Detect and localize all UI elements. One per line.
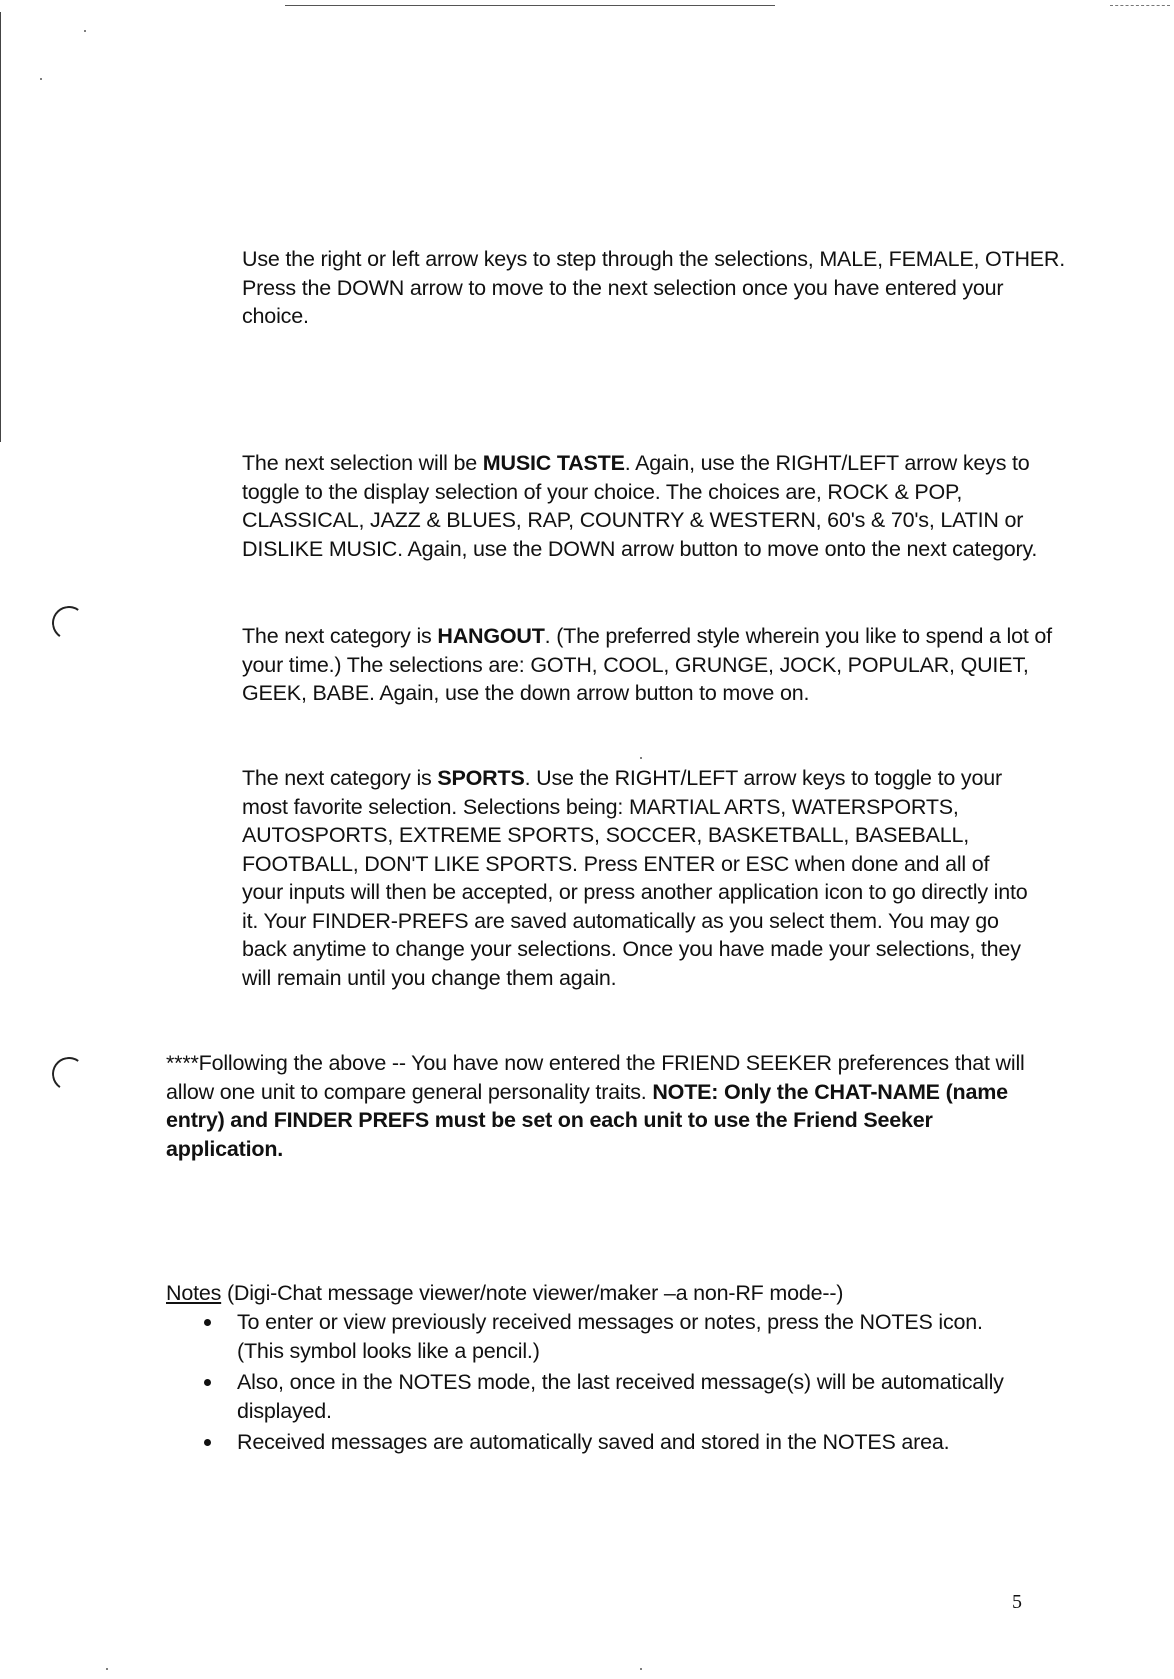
category-hangout: HANGOUT: [437, 624, 545, 648]
note-emphasis: NOTE: Only the CHAT-NAME (name entry) and FINDER PREFS must be set on each unit to use the Friend Seeker application.: [166, 1079, 1008, 1161]
list-item-text: Received messages are automatically saved and stored in the NOTES area.: [237, 1430, 950, 1454]
paragraph-text: The next category is: [242, 624, 438, 648]
notes-subtitle: (Digi-Chat message viewer/note viewer/maker –a non-RF mode--): [221, 1281, 844, 1305]
paragraph-text: The next selection will be: [242, 451, 483, 475]
paragraph-text: The next category is: [242, 766, 438, 790]
bullet-icon: [204, 1319, 211, 1326]
punch-hole-mark: [49, 1054, 88, 1093]
scan-speck: [640, 757, 642, 759]
scan-top-rule: [285, 5, 775, 6]
scan-speck: [106, 1668, 108, 1670]
scan-left-edge: [0, 12, 1, 442]
paragraph-gender-selection: [242, 245, 1072, 331]
paragraph-text: . Use the RIGHT/LEFT arrow keys to toggle to your most favorite selection. Selections being: MARTIAL ARTS, WATERSPORTS, AUTOSPORTS, EXTREME SPORTS, SOCCER, BASKETBALL, BASEBALL, FOOTBALL, DON'T LIKE SPORTS. Press ENTER or ESC when done and all of your inputs will then be accepted, or press another application icon to go directly into it. Your FINDER-PREFS are saved automatically as you select them. You may go back anytime to change your selections. Once you have made your selections, they will remain until you change them again.: [242, 766, 1028, 990]
category-sports: SPORTS: [437, 766, 525, 790]
list-item: [166, 1308, 1026, 1365]
scan-top-rule-right: [1110, 5, 1170, 6]
paragraph-text: ****Following the above -- You have now entered the FRIEND SEEKER preferences that will allow one unit to compare general personality traits.: [166, 1051, 1025, 1104]
page-number: 5: [1012, 1591, 1022, 1613]
list-item-text: Also, once in the NOTES mode, the last received message(s) will be automatically displayed.: [237, 1370, 1004, 1423]
punch-hole-mark: [49, 603, 88, 642]
paragraph-text: Use the right or left arrow keys to step through the selections, MALE, FEMALE, OTHER. Press the DOWN arrow to move to the next selection once you have entered your choice.: [242, 247, 1066, 328]
paragraph-sports: [242, 764, 1032, 992]
list-item: [166, 1368, 1026, 1425]
list-item-text: To enter or view previously received messages or notes, press the NOTES icon. (This symbol looks like a pencil.): [237, 1310, 983, 1363]
category-music-taste: MUSIC TASTE: [482, 451, 625, 475]
paragraph-friend-seeker-note: [166, 1049, 1041, 1163]
bullet-icon: [204, 1439, 211, 1446]
scan-speck: [84, 30, 86, 32]
list-item: [166, 1428, 1026, 1457]
paragraph-text: . (The preferred style wherein you like to spend a lot of your time.) The selections are: GOTH, COOL, GRUNGE, JOCK, POPULAR, QUIET, GEEK, BABE. Again, use the down arrow button to move on.: [242, 624, 1052, 705]
paragraph-text: . Again, use the RIGHT/LEFT arrow keys to toggle to the display selection of your choice. The choices are, ROCK & POP, CLASSICAL, JAZZ & BLUES, RAP, COUNTRY & WESTERN, 60's & 70's, LATIN or DISLIKE MUSIC. Again, use the DOWN arrow button to move onto the next category.: [242, 451, 1038, 561]
paragraph-hangout: [242, 622, 1072, 708]
scan-speck: [640, 1668, 642, 1670]
notes-title: Notes: [166, 1281, 222, 1305]
notes-section-heading: [166, 1279, 1026, 1308]
paragraph-music-taste: [242, 449, 1072, 563]
bullet-icon: [204, 1379, 211, 1386]
notes-bullet-list: [166, 1308, 1026, 1460]
scan-speck: [40, 78, 42, 80]
